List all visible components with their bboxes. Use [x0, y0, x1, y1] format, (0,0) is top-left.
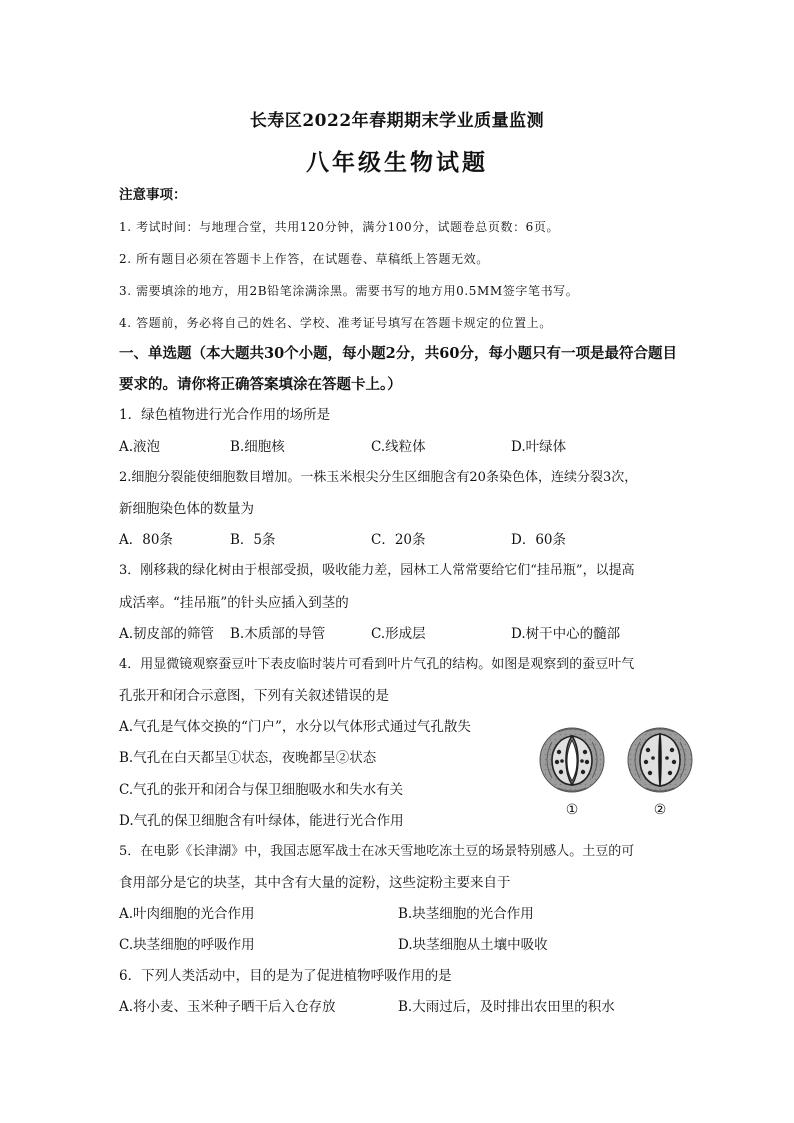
question-6-option-b: B.大雨过后，及时排出农田里的积水	[398, 999, 615, 1015]
question-2-option-a: A．80条	[119, 532, 173, 548]
section-heading-line-2: 要求的。请你将正确答案填涂在答题卡上。）	[119, 376, 402, 393]
stomata-diagram	[538, 722, 698, 818]
question-5-stem-line-1: 5．在电影《长津湖》中，我国志愿军战士在冰天雪地吃冻土豆的场景特别感人。土豆的可	[119, 844, 635, 859]
question-1-option-a: A.液泡	[119, 439, 161, 455]
question-4-stem-line-1: 4．用显微镜观察蚕豆叶下表皮临时装片可看到叶片气孔的结构。如图是观察到的蚕豆叶气	[119, 657, 635, 672]
question-5-option-d: D.块茎细胞从土壤中吸收	[398, 937, 548, 953]
question-2-stem-line-1: 2.细胞分裂能使细胞数目增加。一株玉米根尖分生区细胞含有20条染色体，连续分裂3次，	[119, 470, 638, 485]
stomata-figure	[538, 722, 698, 818]
figure-label-1: ①	[565, 802, 579, 818]
question-4-option-b: B.气孔在白天都呈①状态，夜晚都呈②状态	[119, 750, 377, 766]
question-2-option-c: C．20条	[371, 532, 426, 548]
question-2-option-d: D．60条	[511, 532, 567, 548]
stoma-closed	[628, 728, 692, 792]
question-4-option-a: A.气孔是气体交换的“门户”，水分以气体形式通过气孔散失	[119, 719, 471, 735]
stoma-open	[540, 728, 604, 792]
notice-item-4: 4. 答题前，务必将自己的姓名、学校、准考证号填写在答题卡规定的位置上。	[119, 316, 552, 330]
question-4-stem-line-2: 孔张开和闭合示意图，下列有关叙述错误的是	[119, 688, 389, 704]
question-5-option-b: B.块茎细胞的光合作用	[398, 906, 534, 922]
question-6-option-a: A.将小麦、玉米种子晒干后入仓存放	[119, 999, 336, 1015]
question-5-stem-line-2: 食用部分是它的块茎，其中含有大量的淀粉，这些淀粉主要来自于	[119, 875, 511, 891]
figure-label-2: ②	[653, 802, 667, 818]
question-2-option-b: B．5条	[230, 532, 276, 548]
question-5-option-c: C.块茎细胞的呼吸作用	[119, 937, 255, 953]
question-3-stem-line-2: 成活率。“挂吊瓶”的针头应插入到茎的	[119, 595, 349, 611]
exam-title: 长寿区2022年春期期末学业质量监测	[249, 111, 545, 131]
notice-heading: 注意事项：	[119, 187, 187, 203]
question-3-option-a: A.韧皮部的筛管	[119, 626, 215, 642]
question-3-option-d: D.树干中心的髓部	[511, 626, 621, 642]
question-3-stem-line-1: 3．刚移栽的绿化树由于根部受损，吸收能力差，园林工人常常要给它们“挂吊瓶”，以提高	[119, 563, 635, 578]
question-1-option-c: C.线粒体	[371, 439, 426, 455]
question-3-option-c: C.形成层	[371, 626, 426, 642]
question-3-option-b: B.木质部的导管	[230, 626, 326, 642]
question-1-stem: 1．绿色植物进行光合作用的场所是	[119, 407, 331, 423]
question-2-stem-line-2: 新细胞染色体的数量为	[119, 501, 254, 517]
question-1-option-d: D.叶绿体	[511, 439, 567, 455]
question-1-option-b: B.细胞核	[230, 439, 285, 455]
question-5-option-a: A.叶肉细胞的光合作用	[119, 906, 255, 922]
notice-item-3: 3. 需要填涂的地方，用2B铅笔涂满涂黑。需要书写的地方用0.5MM签字笔书写。	[119, 284, 579, 298]
notice-item-2: 2. 所有题目必须在答题卡上作答，在试题卷、草稿纸上答题无效。	[119, 252, 489, 266]
exam-subject-title: 八年级生物试题	[306, 149, 488, 176]
question-6-stem: 6．下列人类活动中，目的是为了促进植物呼吸作用的是	[119, 968, 452, 984]
section-heading-line-1: 一、单选题（本大题共30个小题，每小题2分，共60分，每小题只有一项是最符合题目	[119, 345, 677, 362]
notice-item-1: 1. 考试时间：与地理合堂，共用120分钟，满分100分，试题卷总页数：6页。	[119, 220, 560, 234]
question-4-option-c: C.气孔的张开和闭合与保卫细胞吸水和失水有关	[119, 782, 404, 798]
question-4-option-d: D.气孔的保卫细胞含有叶绿体，能进行光合作用	[119, 813, 404, 829]
